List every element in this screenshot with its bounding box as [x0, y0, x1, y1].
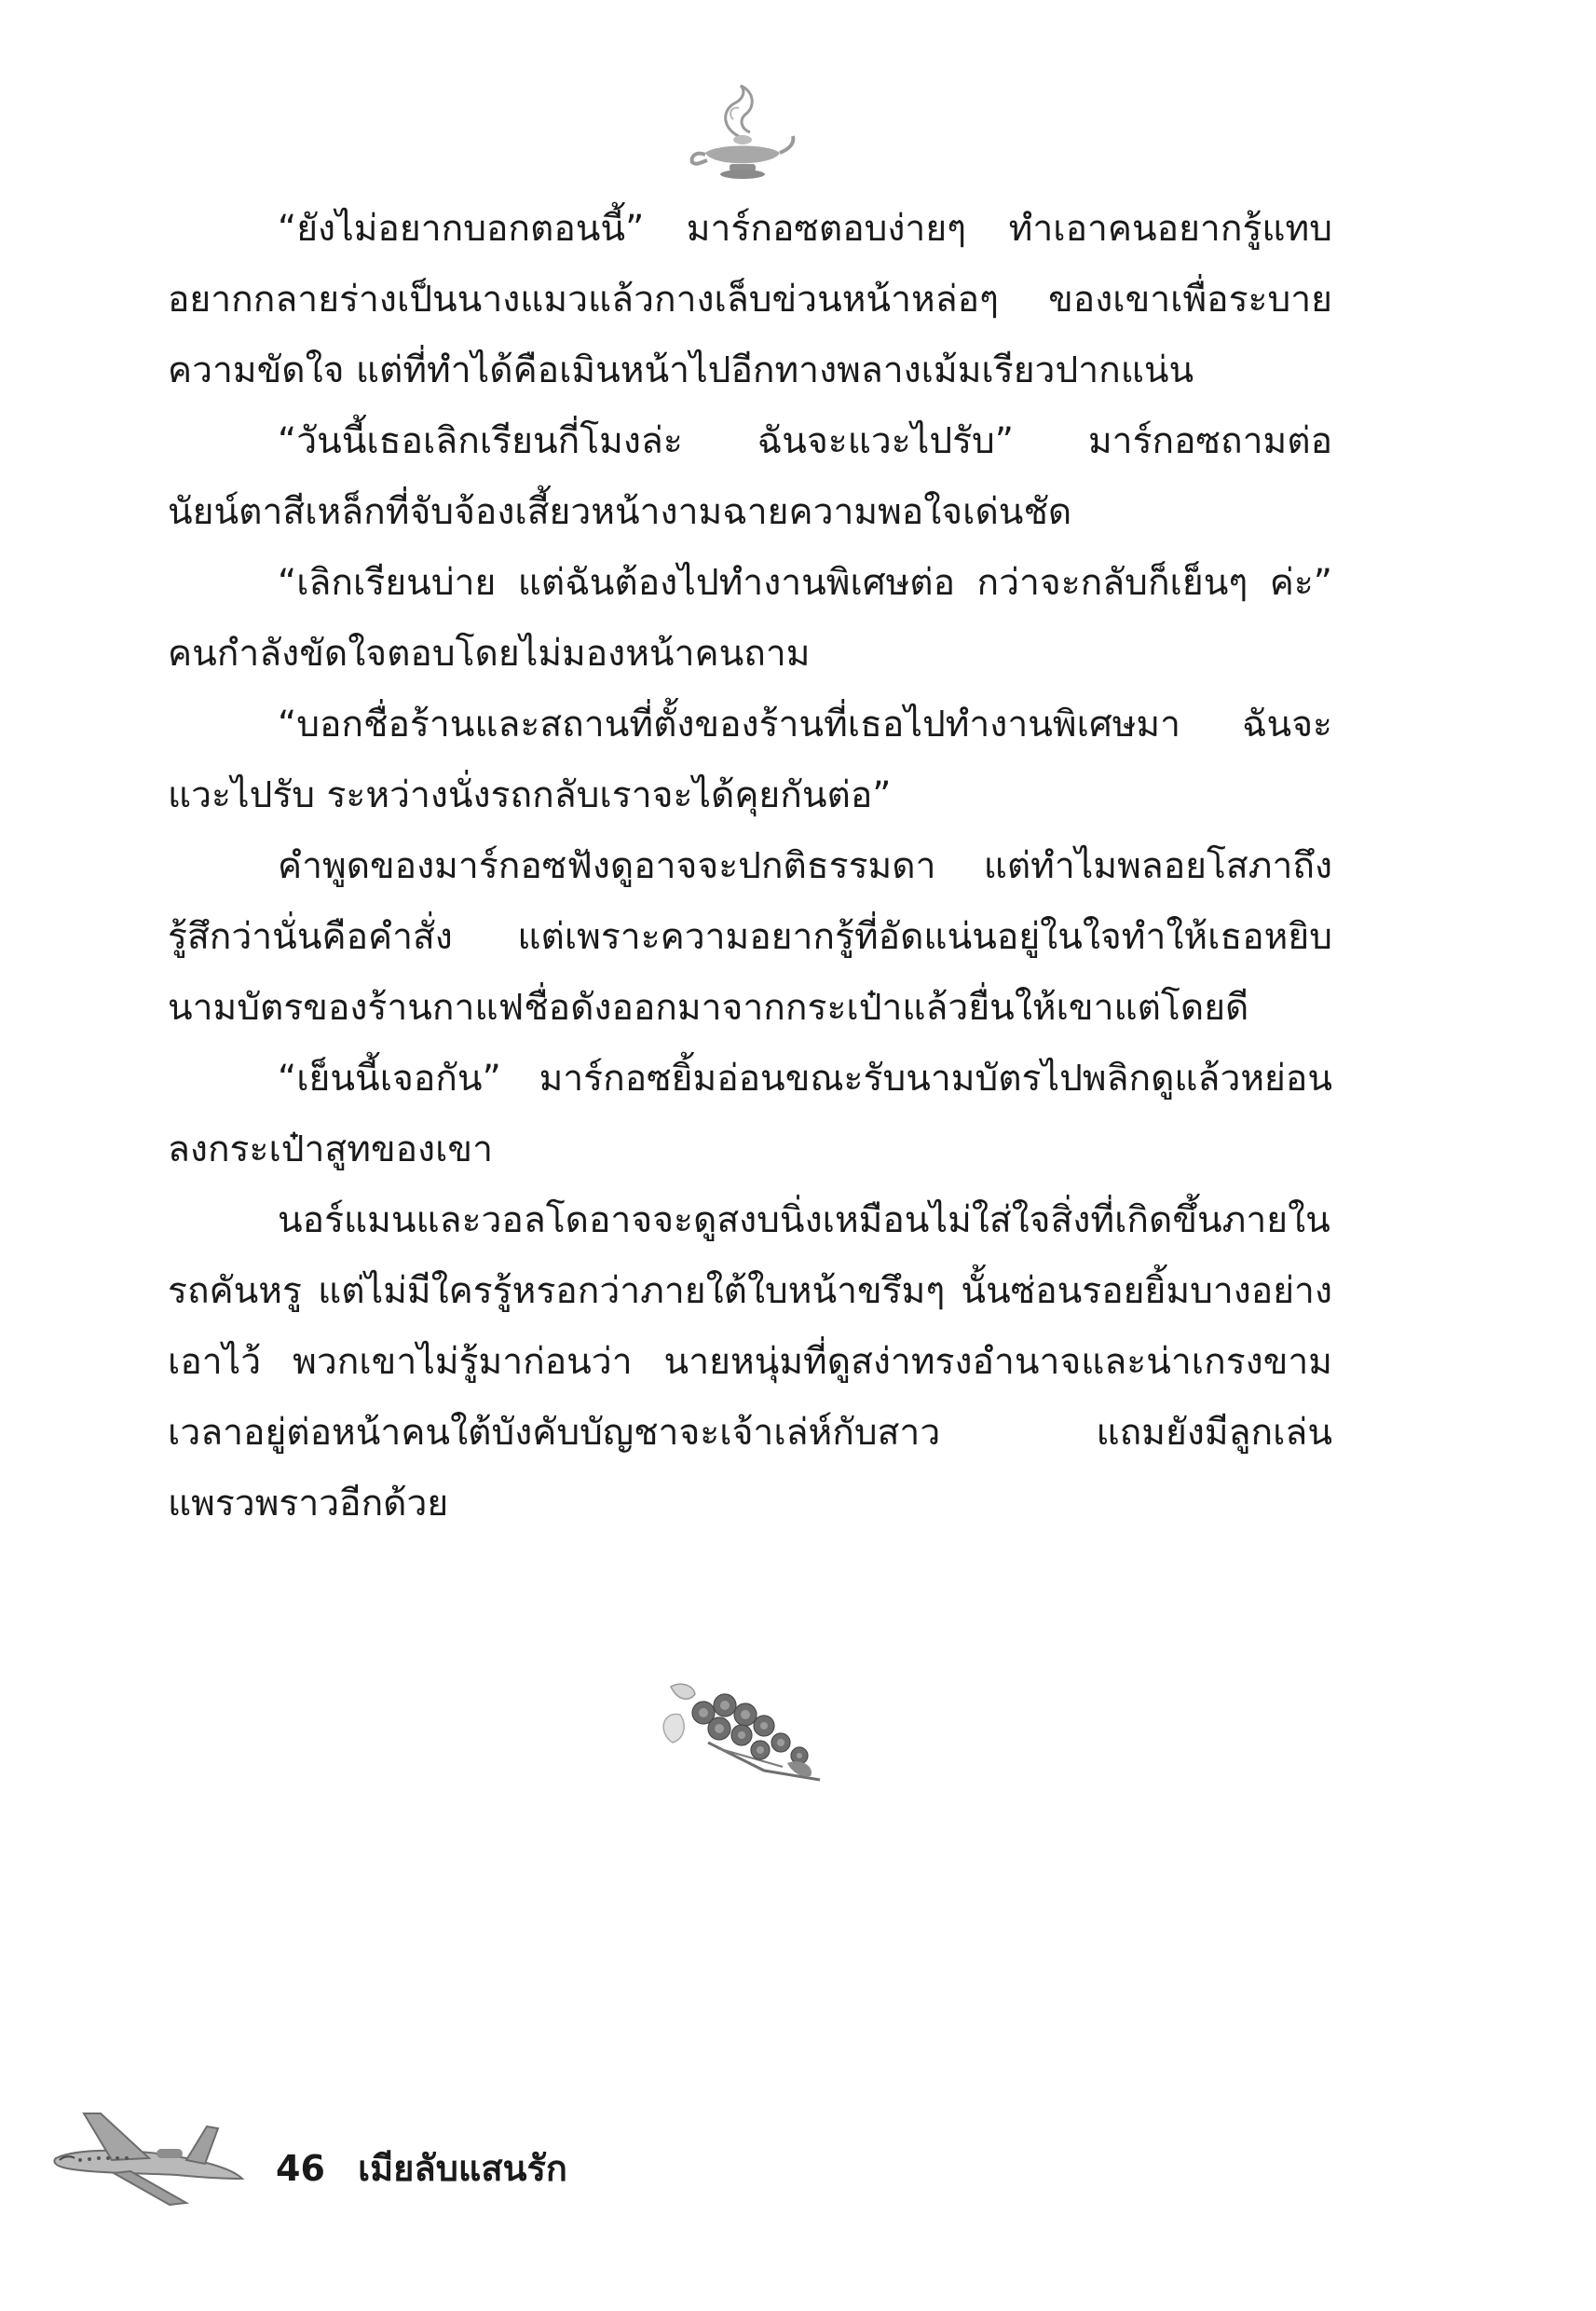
page-number: 46	[276, 2148, 325, 2189]
paragraph: “วันนี้เธอเลิกเรียนกี่โมงล่ะ ฉันจะแวะไปรับ” มาร์กอซถามต่อ นัยน์ตาสีเหล็กที่จับจ้องเสี้ยวหน้างามฉายความพอใจเด่นชัด	[168, 420, 1332, 533]
rose-bouquet-icon	[652, 1677, 839, 1789]
paragraph: “เลิกเรียนบ่าย แต่ฉันต้องไปทำงานพิเศษต่อ กว่าจะกลับก็เย็นๆ ค่ะ” คนกำลังขัดใจตอบโดยไม่มองหน้าคนถาม	[168, 562, 1332, 675]
paragraph: คำพูดของมาร์กอซฟังดูอาจจะปกติธรรมดา แต่ทำไมพลอยโสภาถึงรู้สึกว่านั่นคือคำสั่ง แต่เพราะความอยากรู้ที่อัดแน่นอยู่ในใจทำให้เธอหยิบนามบัตรของร้านกาแฟชื่อดังออกมาจากกระเป๋าแล้วยื่นให้เขาแต่โดยดี	[168, 845, 1332, 1029]
paragraph: “เย็นนี้เจอกัน” มาร์กอซยิ้มอ่อนขณะรับนามบัตรไปพลิกดูแล้วหย่อนลงกระเป๋าสูทของเขา	[168, 1058, 1332, 1170]
book-title: เมียลับแสนรัก	[358, 2148, 567, 2189]
paragraph: นอร์แมนและวอลโดอาจจะดูสงบนิ่งเหมือนไม่ใส่ใจสิ่งที่เกิดขึ้นภายในรถคันหรู แต่ไม่มีใครรู้หรอกว่าภายใต้ใบหน้าขรึมๆ นั้นซ่อนรอยยิ้มบางอย่างเอาไว้ พวกเขาไม่รู้มาก่อนว่า นายหนุ่มที่ดูสง่าทรงอำนาจและน่าเกรงขามเวลาอยู่ต่อหน้าคนใต้บังคับบัญชาจะเจ้าเล่ห์กับสาว แถมยังมีลูกเล่นแพรวพราวอีกด้วย	[168, 1199, 1332, 1525]
body-text	[168, 194, 1332, 1539]
paragraph: “บอกชื่อร้านและสถานที่ตั้งของร้านที่เธอไปทำงานพิเศษมา ฉันจะแวะไปรับ ระหว่างนั่งรถกลับเราจะได้คุยกันต่อ”	[168, 704, 1332, 816]
page-footer	[276, 2140, 567, 2196]
genie-lamp-icon	[685, 82, 797, 185]
airplane-icon	[47, 2106, 247, 2208]
paragraph: “ยังไม่อยากบอกตอนนี้” มาร์กอซตอบง่ายๆ ทำเอาคนอยากรู้แทบอยากกลายร่างเป็นนางแมวแล้วกางเล็บข่วนหน้าหล่อๆ ของเขาเพื่อระบายความขัดใจ แต่ที่ทำได้คือเมินหน้าไปอีกทางพลางเม้มเรียวปากแน่น	[168, 208, 1332, 391]
